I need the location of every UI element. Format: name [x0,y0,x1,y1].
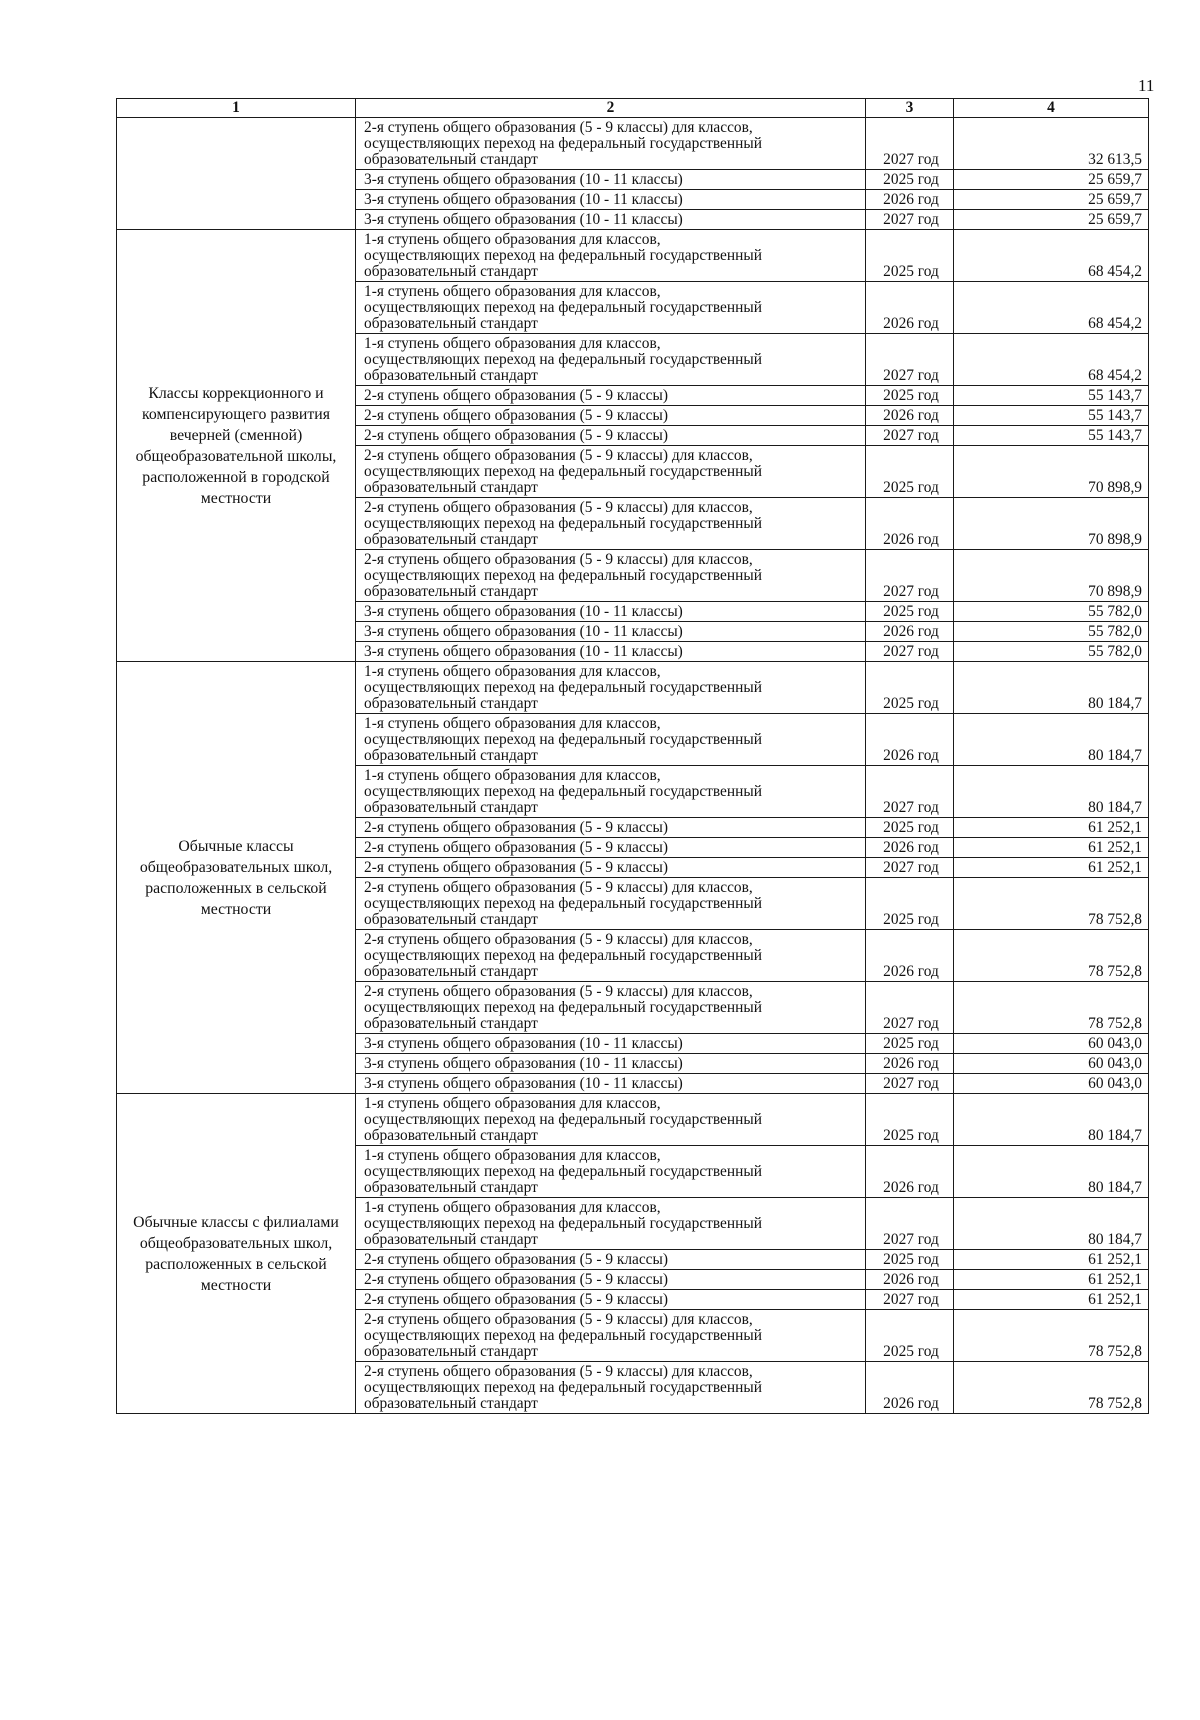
description-cell [356,1054,866,1074]
description-line: 1-я ступень общего образования для классов, [364,715,661,732]
year-cell: 2027 год [866,1074,954,1094]
table-row [117,118,1149,170]
description-line: 1-я ступень общего образования для классов, [364,283,661,300]
year-cell: 2025 год [866,386,954,406]
table-row [117,230,1149,282]
description-line: осуществляющих переход на федеральный государственный [364,947,762,964]
year-cell: 2026 год [866,282,954,334]
value-cell: 25 659,7 [954,190,1149,210]
description-line: 2-я ступень общего образования (5 - 9 классы) [364,387,668,404]
year-cell: 2027 год [866,642,954,662]
year-cell: 2025 год [866,1250,954,1270]
description-line: образовательный стандарт [364,747,538,764]
description-line: осуществляющих переход на федеральный государственный [364,1215,762,1232]
description-line: осуществляющих переход на федеральный государственный [364,299,762,316]
value-cell: 61 252,1 [954,1250,1149,1270]
year-cell: 2027 год [866,766,954,818]
value-cell: 80 184,7 [954,662,1149,714]
category-cell: Классы коррекционного и компенсирующего развития вечерней (сменной) общеобразовательной школы, расположенной в городской местности [117,230,356,662]
description-cell [356,878,866,930]
description-line: осуществляющих переход на федеральный государственный [364,679,762,696]
description-line: 2-я ступень общего образования (5 - 9 классы) для классов, [364,119,753,136]
description-line: образовательный стандарт [364,963,538,980]
table-row [117,662,1149,714]
description-line: осуществляющих переход на федеральный государственный [364,999,762,1016]
value-cell: 78 752,8 [954,1310,1149,1362]
description-line: 2-я ступень общего образования (5 - 9 классы) для классов, [364,1311,753,1328]
description-line: 2-я ступень общего образования (5 - 9 классы) [364,1271,668,1288]
year-cell: 2025 год [866,818,954,838]
value-cell: 80 184,7 [954,766,1149,818]
description-line: образовательный стандарт [364,367,538,384]
category-cell: Обычные классы с филиалами общеобразовательных школ, расположенных в сельской местности [117,1094,356,1414]
description-line: осуществляющих переход на федеральный государственный [364,783,762,800]
value-cell: 80 184,7 [954,1198,1149,1250]
value-cell: 55 782,0 [954,622,1149,642]
description-line: образовательный стандарт [364,695,538,712]
description-line: 2-я ступень общего образования (5 - 9 классы) для классов, [364,879,753,896]
description-line: образовательный стандарт [364,531,538,548]
column-header-4: 4 [954,99,1149,118]
value-cell: 78 752,8 [954,1362,1149,1414]
description-line: образовательный стандарт [364,1179,538,1196]
value-cell: 60 043,0 [954,1054,1149,1074]
description-cell [356,1270,866,1290]
value-cell: 55 143,7 [954,426,1149,446]
description-line: образовательный стандарт [364,1395,538,1412]
description-line: 2-я ступень общего образования (5 - 9 классы) [364,859,668,876]
year-cell: 2027 год [866,426,954,446]
description-cell [356,406,866,426]
description-cell [356,1146,866,1198]
description-cell [356,426,866,446]
value-cell: 80 184,7 [954,1146,1149,1198]
description-cell [356,662,866,714]
description-cell [356,766,866,818]
description-line: осуществляющих переход на федеральный государственный [364,731,762,748]
value-cell: 25 659,7 [954,210,1149,230]
value-cell: 70 898,9 [954,550,1149,602]
description-cell [356,642,866,662]
value-cell: 55 782,0 [954,602,1149,622]
year-cell: 2025 год [866,446,954,498]
value-cell: 32 613,5 [954,118,1149,170]
tariff-table [116,98,1149,1414]
description-cell [356,858,866,878]
value-cell: 61 252,1 [954,1290,1149,1310]
description-line: 3-я ступень общего образования (10 - 11 классы) [364,1035,683,1052]
table-body [117,118,1149,1414]
description-line: 1-я ступень общего образования для классов, [364,335,661,352]
value-cell: 55 143,7 [954,406,1149,426]
description-cell [356,1290,866,1310]
description-line: 2-я ступень общего образования (5 - 9 классы) для классов, [364,447,753,464]
description-line: осуществляющих переход на федеральный государственный [364,1111,762,1128]
description-cell [356,838,866,858]
description-cell [356,818,866,838]
description-line: 2-я ступень общего образования (5 - 9 классы) [364,1251,668,1268]
table-row [117,1094,1149,1146]
year-cell: 2027 год [866,210,954,230]
value-cell: 61 252,1 [954,818,1149,838]
year-cell: 2025 год [866,1310,954,1362]
description-cell [356,386,866,406]
header-row [117,99,1149,118]
value-cell: 80 184,7 [954,1094,1149,1146]
description-cell [356,230,866,282]
value-cell: 61 252,1 [954,1270,1149,1290]
value-cell: 60 043,0 [954,1074,1149,1094]
description-line: осуществляющих переход на федеральный государственный [364,1163,762,1180]
value-cell: 78 752,8 [954,930,1149,982]
value-cell: 55 143,7 [954,386,1149,406]
value-cell: 78 752,8 [954,878,1149,930]
description-cell [356,1310,866,1362]
value-cell: 61 252,1 [954,858,1149,878]
description-cell [356,1034,866,1054]
description-line: 2-я ступень общего образования (5 - 9 классы) [364,819,668,836]
year-cell: 2027 год [866,1198,954,1250]
description-cell [356,1362,866,1414]
value-cell: 60 043,0 [954,1034,1149,1054]
description-line: образовательный стандарт [364,1015,538,1032]
description-cell [356,602,866,622]
year-cell: 2025 год [866,662,954,714]
description-line: 2-я ступень общего образования (5 - 9 классы) для классов, [364,1363,753,1380]
value-cell: 70 898,9 [954,498,1149,550]
description-cell [356,1198,866,1250]
year-cell: 2026 год [866,498,954,550]
description-line: осуществляющих переход на федеральный государственный [364,351,762,368]
description-cell [356,170,866,190]
year-cell: 2027 год [866,334,954,386]
description-cell [356,930,866,982]
year-cell: 2026 год [866,406,954,426]
table-header [117,99,1149,118]
description-cell [356,622,866,642]
year-cell: 2025 год [866,1034,954,1054]
column-header-1: 1 [117,99,356,118]
description-line: 2-я ступень общего образования (5 - 9 классы) [364,839,668,856]
year-cell: 2026 год [866,1362,954,1414]
description-line: 2-я ступень общего образования (5 - 9 классы) [364,1291,668,1308]
description-line: образовательный стандарт [364,583,538,600]
year-cell: 2026 год [866,622,954,642]
year-cell: 2025 год [866,602,954,622]
year-cell: 2027 год [866,550,954,602]
year-cell: 2025 год [866,1094,954,1146]
category-cell: Обычные классы общеобразовательных школ, расположенных в сельской местности [117,662,356,1094]
column-header-2: 2 [356,99,866,118]
description-line: 2-я ступень общего образования (5 - 9 классы) [364,427,668,444]
year-cell: 2026 год [866,1054,954,1074]
column-header-3: 3 [866,99,954,118]
description-cell [356,446,866,498]
description-line: 3-я ступень общего образования (10 - 11 классы) [364,1055,683,1072]
page-number: 11 [1138,76,1155,95]
description-line: осуществляющих переход на федеральный государственный [364,463,762,480]
year-cell: 2027 год [866,118,954,170]
description-line: осуществляющих переход на федеральный государственный [364,135,762,152]
description-cell [356,498,866,550]
description-cell [356,714,866,766]
description-line: 2-я ступень общего образования (5 - 9 классы) для классов, [364,499,753,516]
description-line: 3-я ступень общего образования (10 - 11 классы) [364,623,683,640]
description-line: 1-я ступень общего образования для классов, [364,663,661,680]
description-line: осуществляющих переход на федеральный государственный [364,1327,762,1344]
description-cell [356,1094,866,1146]
year-cell: 2026 год [866,838,954,858]
description-line: 1-я ступень общего образования для классов, [364,231,661,248]
description-line: 3-я ступень общего образования (10 - 11 классы) [364,191,683,208]
description-line: осуществляющих переход на федеральный государственный [364,515,762,532]
value-cell: 61 252,1 [954,838,1149,858]
description-cell [356,982,866,1034]
description-line: осуществляющих переход на федеральный государственный [364,247,762,264]
year-cell: 2026 год [866,714,954,766]
year-cell: 2025 год [866,170,954,190]
description-line: 3-я ступень общего образования (10 - 11 классы) [364,643,683,660]
description-line: 1-я ступень общего образования для классов, [364,1147,661,1164]
description-line: 1-я ступень общего образования для классов, [364,1095,661,1112]
description-line: образовательный стандарт [364,1343,538,1360]
year-cell: 2027 год [866,1290,954,1310]
value-cell: 80 184,7 [954,714,1149,766]
description-line: 2-я ступень общего образования (5 - 9 классы) [364,407,668,424]
value-cell: 68 454,2 [954,230,1149,282]
description-line: образовательный стандарт [364,799,538,816]
year-cell: 2027 год [866,982,954,1034]
value-cell: 68 454,2 [954,282,1149,334]
year-cell: 2025 год [866,230,954,282]
description-line: образовательный стандарт [364,315,538,332]
description-line: 3-я ступень общего образования (10 - 11 классы) [364,211,683,228]
description-line: 1-я ступень общего образования для классов, [364,767,661,784]
value-cell: 70 898,9 [954,446,1149,498]
year-cell: 2025 год [866,878,954,930]
year-cell: 2026 год [866,1146,954,1198]
description-line: образовательный стандарт [364,479,538,496]
description-line: 3-я ступень общего образования (10 - 11 классы) [364,171,683,188]
description-line: образовательный стандарт [364,1127,538,1144]
description-line: образовательный стандарт [364,263,538,280]
description-cell [356,210,866,230]
description-line: образовательный стандарт [364,1231,538,1248]
description-line: образовательный стандарт [364,151,538,168]
description-line: образовательный стандарт [364,911,538,928]
description-cell [356,118,866,170]
description-cell [356,1250,866,1270]
description-cell [356,282,866,334]
year-cell: 2027 год [866,858,954,878]
year-cell: 2026 год [866,930,954,982]
description-line: осуществляющих переход на федеральный государственный [364,567,762,584]
description-cell [356,550,866,602]
description-line: 3-я ступень общего образования (10 - 11 классы) [364,1075,683,1092]
description-cell [356,1074,866,1094]
description-line: 2-я ступень общего образования (5 - 9 классы) для классов, [364,983,753,1000]
year-cell: 2026 год [866,190,954,210]
description-line: 2-я ступень общего образования (5 - 9 классы) для классов, [364,551,753,568]
value-cell: 78 752,8 [954,982,1149,1034]
description-line: осуществляющих переход на федеральный государственный [364,1379,762,1396]
value-cell: 68 454,2 [954,334,1149,386]
description-line: осуществляющих переход на федеральный государственный [364,895,762,912]
description-cell [356,190,866,210]
description-line: 1-я ступень общего образования для классов, [364,1199,661,1216]
value-cell: 55 782,0 [954,642,1149,662]
description-line: 2-я ступень общего образования (5 - 9 классы) для классов, [364,931,753,948]
year-cell: 2026 год [866,1270,954,1290]
value-cell: 25 659,7 [954,170,1149,190]
category-cell [117,118,356,230]
description-cell [356,334,866,386]
description-line: 3-я ступень общего образования (10 - 11 классы) [364,603,683,620]
